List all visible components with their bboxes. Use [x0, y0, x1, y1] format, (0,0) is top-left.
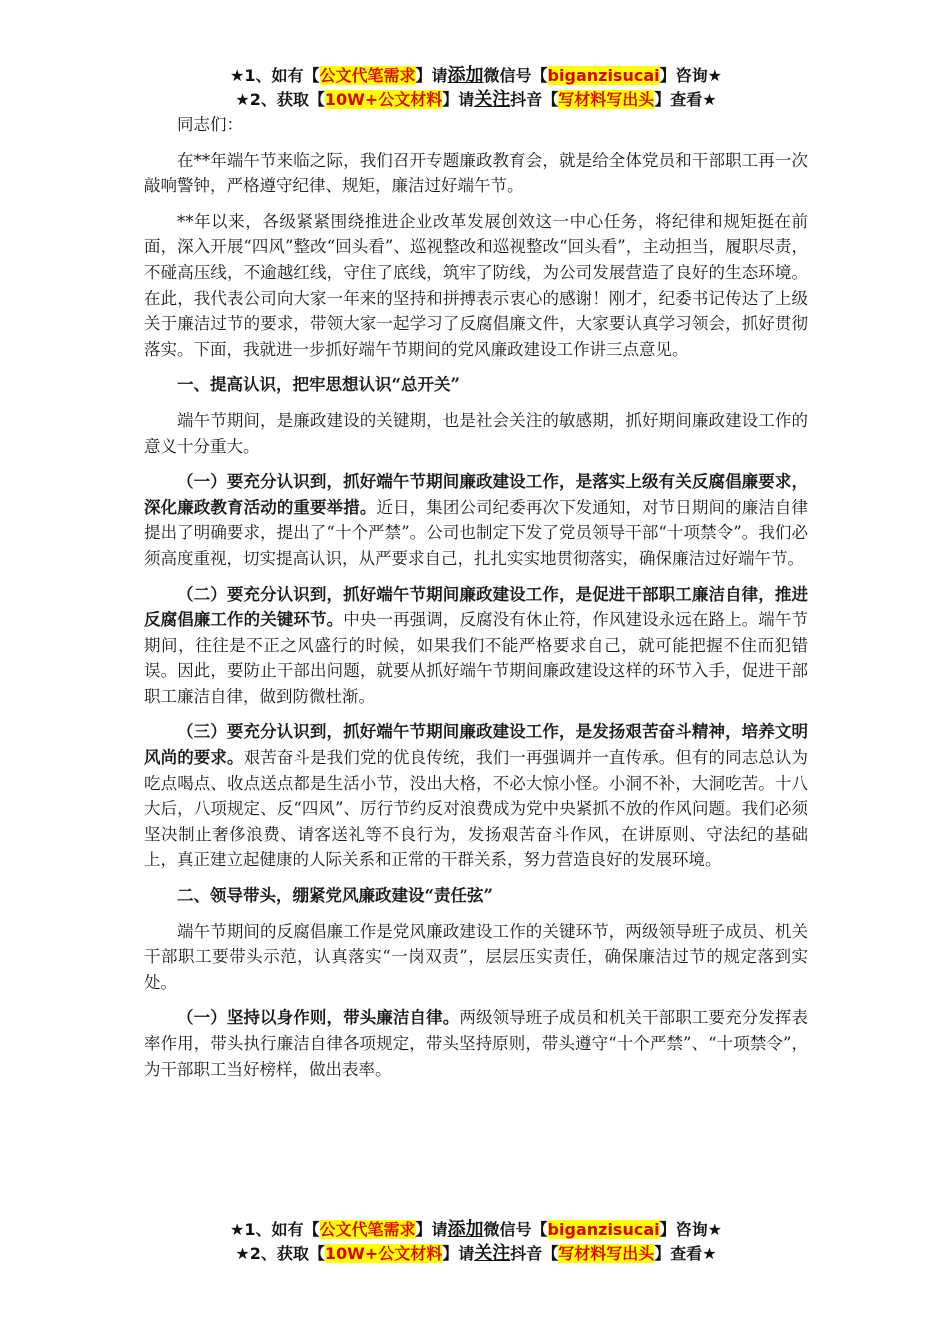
paragraph-2: **年以来，各级紧紧围绕推进企业改革发展创效这一中心任务，将纪律和规矩挺在前面，深入开展“四风”整改“回头看”、巡视整改和巡视整改“回头看”，主动担当，履职尽责，不碰高压线，不逾越红线，守住了底线，筑牢了防线，为公司发展营造了良好的生态环境。在此，我代表公司向大家一年来的坚持和拼搏表示衷心的感谢！刚才，纪委书记传达了上级关于廉洁过节的要求，带领大家一起学习了反腐倡廉文件，大家要认真学习领会，抓好贯彻落实。下面，我就进一步抓好端午节期间的党风廉政建设工作讲三点意见。 [144, 211, 808, 359]
banner-text: ★1、如有【 [230, 66, 320, 85]
banner-text: 微信号【 [483, 1220, 548, 1239]
banner-text: ★1、如有【 [230, 1220, 320, 1239]
paragraph-1: 在**年端午节来临之际，我们召开专题廉政教育会，就是给全体党员和干部职工再一次敲响警钟，严格遵守纪律、规矩，廉洁过好端午节。 [144, 150, 808, 196]
banner-text: 微信号【 [483, 66, 548, 85]
greeting: 同志们： [177, 115, 243, 134]
subsection-2-lead: （二）要充分认识到，抓好端午节期间廉政建设工作，是促进干部职工廉洁自律，推进反腐倡廉工作的关键环节。 [144, 584, 808, 630]
banner-emphasis: 添加 [447, 65, 484, 86]
highlight-service: 公文代笔需求 [319, 66, 416, 85]
banner-text: 】请 [442, 1244, 475, 1263]
subsection-1-text: 近日，集团公司纪委再次下发通知，对节日期间的廉洁自律提出了明确要求，提出了“十个严禁”。公司也制定下发了党员领导干部“十项禁令”。我们必须高度重视，切实提高认识，从严要求自己，扎扎实实地贯彻落实，确保廉洁过好端午节。 [144, 497, 809, 568]
banner-text: 】请 [415, 1220, 448, 1239]
section-heading-2: 二、领导带头，绷紧党风廉政建设“责任弦” [177, 886, 493, 906]
banner-text: ★2、获取【 [235, 90, 325, 109]
subsection-1 [144, 469, 808, 571]
banner-text: 】请 [415, 66, 448, 85]
highlight-douyin: 写材料写出头 [558, 1244, 655, 1263]
banner-emphasis: 关注 [474, 1243, 511, 1264]
banner-text: 】查看★ [654, 1244, 717, 1263]
section-heading-1: 一、提高认识，把牢思想认识“总开关” [177, 375, 460, 395]
banner-line-2 [144, 88, 808, 112]
subsection-3 [144, 719, 808, 873]
subsection-3-lead: （三）要充分认识到，抓好端午节期间廉政建设工作，是发扬艰苦奋斗精神，培养文明风尚的要求。 [144, 722, 808, 768]
banner-line-1 [144, 1218, 808, 1242]
banner-line-1 [144, 64, 808, 88]
highlight-materials: 10W+公文材料 [324, 1244, 443, 1263]
paragraph-3: 端午节期间，是廉政建设的关键期，也是社会关注的敏感期，抓好期间廉政建设工作的意义十分重大。 [144, 410, 808, 456]
banner-text: 抖音【 [510, 90, 559, 109]
subsection-3-text: 艰苦奋斗是我们党的优良传统，我们一再强调并一直传承。但有的同志总认为吃点喝点、收点送点都是生活小节，没出大格，不必大惊小怪。小洞不补，大洞吃苦。十八大后，八项规定、反“四风”、厉行节约反对浪费成为党中央紧抓不放的作风问题。我们必须坚决制止奢侈浪费、请客送礼等不良行为，发扬艰苦奋斗作风，在讲原则、守法纪的基础上，真正建立起健康的人际关系和正常的干群关系，努力营造良好的发展环境。 [144, 748, 809, 870]
highlight-service: 公文代笔需求 [319, 1220, 416, 1239]
subsection-2-text: 中央一再强调，反腐没有休止符，作风建设永远在路上。端午节期间，往往是不正之风盛行的时候，如果我们不能严格要求自己，就可能把握不住而犯错误。因此，要防止干部出问题，就要从抓好端午节期间廉政建设这样的环节入手，促进干部职工廉洁自律，做到防微杜渐。 [144, 610, 809, 706]
subsection-4 [144, 1005, 808, 1082]
subsection-4-text: 两级领导班子成员和机关干部职工要充分发挥表率作用，带头执行廉洁自律各项规定，带头坚持原则，带头遵守“十个严禁”、“十项禁令”，为干部职工当好榜样，做出表率。 [144, 1008, 809, 1079]
banner-top [144, 64, 808, 112]
banner-text: ★2、获取【 [235, 1244, 325, 1263]
paragraph-4: 端午节期间的反腐倡廉工作是党风廉政建设工作的关键环节，两级领导班子成员、机关干部职工要带头示范，认真落实“一岗双责”，层层压实责任，确保廉洁过节的规定落到实处。 [144, 921, 808, 992]
highlight-wechat-id: biganzisucai [547, 66, 660, 85]
banner-text: 】查看★ [654, 90, 717, 109]
highlight-wechat-id: biganzisucai [547, 1220, 660, 1239]
subsection-1-lead: （一）要充分认识到，抓好端午节期间廉政建设工作，是落实上级有关反腐倡廉要求，深化廉政教育活动的重要举措。 [144, 472, 808, 517]
subsection-4-lead: （一）坚持以身作则，带头廉洁自律。 [177, 1008, 460, 1028]
banner-text: 抖音【 [510, 1244, 559, 1263]
banner-text: 】请 [442, 90, 475, 109]
banner-text: 】咨询★ [659, 66, 722, 85]
banner-line-2 [144, 1242, 808, 1266]
highlight-douyin: 写材料写出头 [558, 90, 655, 109]
highlight-materials: 10W+公文材料 [324, 90, 443, 109]
banner-text: 】咨询★ [659, 1220, 722, 1239]
banner-bottom [144, 1218, 808, 1266]
banner-emphasis: 添加 [447, 1219, 484, 1240]
banner-emphasis: 关注 [474, 89, 511, 110]
subsection-2 [144, 582, 808, 710]
